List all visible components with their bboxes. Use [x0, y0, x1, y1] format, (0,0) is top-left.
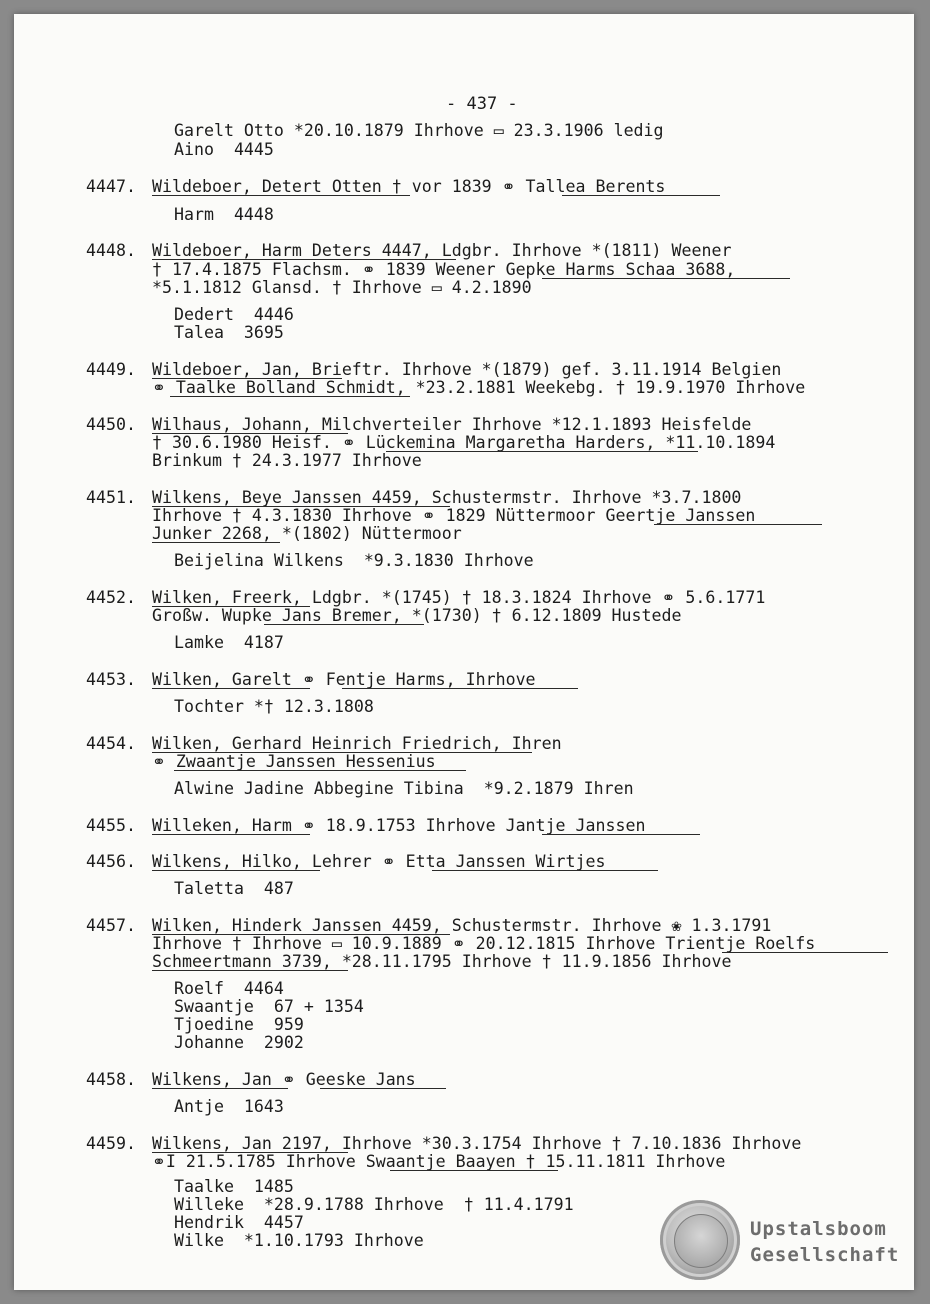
child-line: Tochter *† 12.3.1808 — [174, 697, 374, 716]
intro-line: Aino 4445 — [174, 140, 274, 159]
child-line: Johanne 2902 — [174, 1033, 304, 1052]
entry-number: 4452. — [86, 588, 136, 607]
child-line: Tjoedine 959 — [174, 1015, 304, 1034]
entry-line: Junker 2268, *(1802) Nüttermoor — [152, 524, 462, 543]
entry-number: 4451. — [86, 488, 136, 507]
child-line: Beijelina Wilkens *9.3.1830 Ihrhove — [174, 551, 534, 570]
entry-number: 4458. — [86, 1070, 136, 1089]
child-line: Lamke 4187 — [174, 633, 284, 652]
entry-line: Wildeboer, Jan, Brieftr. Ihrhove *(1879) gef. 3.11.1914 Belgien — [152, 360, 782, 379]
child-line: Dedert 4446 — [174, 305, 294, 324]
society-seal-icon — [660, 1200, 740, 1280]
entry-line: *5.1.1812 Glansd. † Ihrhove ▭ 4.2.1890 — [152, 278, 532, 297]
child-line: Roelf 4464 — [174, 979, 284, 998]
document-page — [14, 14, 914, 1290]
entry-line: Schmeertmann 3739, *28.11.1795 Ihrhove † 11.9.1856 Ihrhove — [152, 952, 732, 971]
entry-line: Wilken, Freerk, Ldgbr. *(1745) † 18.3.1824 Ihrhove ⚭ 5.6.1771 — [152, 588, 766, 607]
entry-number: 4457. — [86, 916, 136, 935]
child-line: Willeke *28.9.1788 Ihrhove † 11.4.1791 — [174, 1195, 574, 1214]
child-line: Hendrik 4457 — [174, 1213, 304, 1232]
child-line: Talea 3695 — [174, 323, 284, 342]
entry-number: 4450. — [86, 415, 136, 434]
entry-number: 4449. — [86, 360, 136, 379]
entry-line: Ihrhove † Ihrhove ▭ 10.9.1889 ⚭ 20.12.1815 Ihrhove Trientje Roelfs — [152, 934, 816, 953]
entry-line: † 30.6.1980 Heisf. ⚭ Lückemina Margaretha Harders, *11.10.1894 — [152, 433, 776, 452]
child-line: Harm 4448 — [174, 205, 274, 224]
entry-line: Wilkens, Beye Janssen 4459, Schustermstr. Ihrhove *3.7.1800 — [152, 488, 742, 507]
entry-number: 4453. — [86, 670, 136, 689]
entry-number: 4459. — [86, 1134, 136, 1153]
entry-line: Willeken, Harm ⚭ 18.9.1753 Ihrhove Jantje Janssen — [152, 816, 646, 835]
society-name-line2: Gesellschaft — [750, 1244, 900, 1266]
entry-number: 4455. — [86, 816, 136, 835]
entry-line: † 17.4.1875 Flachsm. ⚭ 1839 Weener Gepke Harms Schaa 3688, — [152, 260, 736, 279]
entry-number: 4447. — [86, 177, 136, 196]
entry-line: Wilkens, Jan ⚭ Geeske Jans — [152, 1070, 416, 1089]
entry-line: Wildeboer, Harm Deters 4447, Ldgbr. Ihrhove *(1811) Weener — [152, 241, 732, 260]
entry-line: Wilken, Hinderk Janssen 4459, Schustermstr. Ihrhove ❀ 1.3.1791 — [152, 916, 772, 935]
entry-line: ⚭I 21.5.1785 Ihrhove Swaantje Baayen † 15.11.1811 Ihrhove — [152, 1152, 726, 1171]
entry-number: 4448. — [86, 241, 136, 260]
entry-line: Wildeboer, Detert Otten † vor 1839 ⚭ Tallea Berents — [152, 177, 666, 196]
entry-line: ⚭ Zwaantje Janssen Hessenius — [152, 752, 436, 771]
entry-number: 4456. — [86, 852, 136, 871]
page-number: - 437 - — [446, 94, 518, 114]
entry-line: Großw. Wupke Jans Bremer, *(1730) † 6.12.1809 Hustede — [152, 606, 682, 625]
society-name-line1: Upstalsboom — [750, 1218, 887, 1240]
intro-line: Garelt Otto *20.10.1879 Ihrhove ▭ 23.3.1906 ledig — [174, 121, 664, 140]
entry-line: Wilkens, Hilko, Lehrer ⚭ Etta Janssen Wirtjes — [152, 852, 606, 871]
child-line: Antje 1643 — [174, 1097, 284, 1116]
entry-line: ⚭ Taalke Bolland Schmidt, *23.2.1881 Weekebg. † 19.9.1970 Ihrhove — [152, 378, 806, 397]
child-line: Taalke 1485 — [174, 1177, 294, 1196]
child-line: Swaantje 67 + 1354 — [174, 997, 364, 1016]
entry-line: Wilkens, Jan 2197, Ihrhove *30.3.1754 Ihrhove † 7.10.1836 Ihrhove — [152, 1134, 802, 1153]
entry-line: Ihrhove † 4.3.1830 Ihrhove ⚭ 1829 Nüttermoor Geertje Janssen — [152, 506, 756, 525]
entry-number: 4454. — [86, 734, 136, 753]
child-line: Alwine Jadine Abbegine Tibina *9.2.1879 Ihren — [174, 779, 634, 798]
child-line: Wilke *1.10.1793 Ihrhove — [174, 1231, 424, 1250]
entry-line: Wilken, Gerhard Heinrich Friedrich, Ihren — [152, 734, 562, 753]
child-line: Taletta 487 — [174, 879, 294, 898]
entry-line: Wilhaus, Johann, Milchverteiler Ihrhove *12.1.1893 Heisfelde — [152, 415, 752, 434]
entry-line: Wilken, Garelt ⚭ Fentje Harms, Ihrhove — [152, 670, 536, 689]
entry-line: Brinkum † 24.3.1977 Ihrhove — [152, 451, 422, 470]
